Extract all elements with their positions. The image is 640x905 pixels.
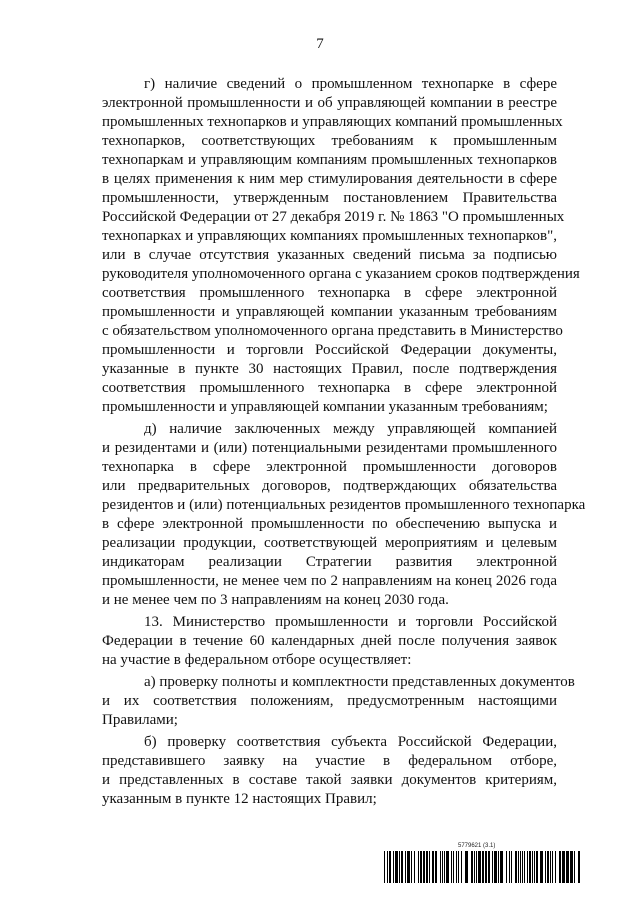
barcode-bar	[485, 851, 487, 883]
barcode-bar	[389, 851, 391, 883]
text-line: или в случае отсутствия указанных сведений письма за подписью	[102, 247, 557, 263]
barcode-bar	[414, 851, 415, 883]
barcode-bar	[395, 851, 398, 883]
text-line: и представленных в составе такой заявки документов критериям,	[102, 772, 557, 788]
text-line: Правилами;	[102, 712, 178, 728]
text-line: Федерации в течение 60 календарных дней после получения заявок	[102, 633, 557, 649]
text-line: указанные в пункте 30 настоящих Правил, после подтверждения	[102, 361, 557, 377]
text-line: Российской Федерации от 27 декабря 2019 г. № 1863 "О промышленных	[102, 209, 565, 225]
barcode-bar	[540, 851, 543, 883]
barcode-bar	[509, 851, 510, 883]
barcode-bar	[511, 851, 512, 883]
barcode-bar	[405, 851, 406, 883]
barcode-bar	[552, 851, 553, 883]
barcode-bar	[471, 851, 473, 883]
barcode-bar	[506, 851, 507, 883]
barcode-bar	[442, 851, 443, 883]
text-line: в целях применения к ним мер стимулирования деятельности в сфере	[102, 171, 557, 187]
paragraph	[102, 420, 586, 610]
barcode-bar	[456, 851, 457, 883]
barcode-bar	[435, 851, 437, 883]
barcode-bar	[453, 851, 454, 883]
barcode-bar	[429, 851, 430, 883]
barcode-bar	[498, 851, 499, 883]
text-line: соответствия промышленного технопарка в сфере электронной	[102, 380, 557, 396]
barcode-bar	[440, 851, 441, 883]
barcode-bar	[500, 851, 503, 883]
barcode-bar	[451, 851, 452, 883]
text-line: промышленных технопарков и управляющих компаний промышленных	[102, 114, 563, 130]
barcode-bar	[566, 851, 569, 883]
text-line: резидентов и (или) потенциальных резидентов промышленного технопарка	[102, 497, 586, 513]
text-line: промышленности, утвержденным постановлением Правительства	[102, 190, 557, 206]
text-line: 13. Министерство промышленности и торговли Российской	[144, 614, 557, 630]
text-line: промышленности и управляющей компании указанным требованиям	[102, 304, 557, 320]
text-line: промышленности и управляющей компании указанным требованиям;	[102, 399, 548, 415]
text-line: д) наличие заключенных между управляющей компанией	[144, 421, 557, 437]
barcode-bar	[492, 851, 493, 883]
barcode-bar	[515, 851, 517, 883]
text-line: б) проверку соответствия субъекта Российской Федерации,	[144, 734, 557, 750]
barcode-bar	[527, 851, 528, 883]
barcode-bar	[444, 851, 445, 883]
text-line: технопарков, соответствующих требованиям к промышленным	[102, 133, 557, 149]
text-line: и резидентами и (или) потенциальными резидентами промышленного	[102, 440, 557, 456]
barcode-bar	[446, 851, 449, 883]
text-line: и не менее чем по 3 направлениям на конец 2030 года.	[102, 592, 449, 608]
barcode-bar	[555, 851, 556, 883]
barcode-bar	[494, 851, 497, 883]
text-line: в сфере электронной промышленности по обеспечению выпуска и	[102, 516, 557, 532]
barcode-bar	[547, 851, 549, 883]
barcode-bar	[476, 851, 477, 883]
barcode-bar	[399, 851, 400, 883]
barcode-bar	[570, 851, 573, 883]
barcode-bar	[393, 851, 394, 883]
text-line: промышленности и торговли Российской Федерации документы,	[102, 342, 557, 358]
text-line: промышленности, не менее чем по 2 направлениям на конец 2026 года	[102, 573, 557, 589]
barcode-bar	[522, 851, 523, 883]
barcode-bar	[426, 851, 428, 883]
text-line: г) наличие сведений о промышленном технопарке в сфере	[144, 76, 557, 92]
document-body	[102, 75, 586, 812]
barcode	[384, 851, 582, 883]
barcode-bar	[461, 851, 462, 883]
text-line: электронной промышленности и об управляющей компании в реестре	[102, 95, 557, 111]
barcode-bar	[559, 851, 561, 883]
text-line: на участие в федеральном отборе осуществляет:	[102, 652, 412, 668]
barcode-bar	[578, 851, 580, 883]
document-code: 5779621 (3.1)	[458, 843, 496, 849]
barcode-bar	[574, 851, 575, 883]
text-line: индикаторам реализации Стратегии развития электронной	[102, 554, 557, 570]
text-line: и их соответствия положениям, предусмотренным настоящими	[102, 693, 557, 709]
barcode-bar	[418, 851, 419, 883]
barcode-bar	[401, 851, 403, 883]
text-line: или предварительных договоров, подтверждающих обязательства	[102, 478, 557, 494]
barcode-bar	[432, 851, 434, 883]
paragraph	[102, 673, 575, 730]
text-line: технопаркам и управляющим компаниям промышленных технопарков	[102, 152, 557, 168]
paragraph	[102, 733, 557, 809]
barcode-bar	[458, 851, 459, 883]
text-line: технопарка в сфере электронной промышленности договоров	[102, 459, 557, 475]
barcode-bar	[520, 851, 521, 883]
page-number: 7	[316, 36, 324, 52]
text-line: руководителя уполномоченного органа с указанием сроков подтверждения	[102, 266, 580, 282]
barcode-bar	[524, 851, 525, 883]
text-line: реализации продукции, соответствующей мероприятиям и целевым	[102, 535, 557, 551]
barcode-bar	[529, 851, 531, 883]
text-line: технопарках и управляющих компаниях промышленных технопарков",	[102, 228, 557, 244]
barcode-bar	[534, 851, 535, 883]
barcode-bar	[407, 851, 410, 883]
text-line: указанным в пункте 12 настоящих Правил;	[102, 791, 377, 807]
barcode-bar	[545, 851, 546, 883]
barcode-bar	[550, 851, 551, 883]
text-line: соответствия промышленного технопарка в сфере электронной	[102, 285, 557, 301]
barcode-bar	[387, 851, 388, 883]
barcode-bar	[532, 851, 533, 883]
barcode-bar	[465, 851, 468, 883]
barcode-bar	[482, 851, 484, 883]
text-line: представившего заявку на участие в федеральном отборе,	[102, 753, 557, 769]
paragraph	[102, 75, 580, 417]
paragraph	[102, 613, 557, 670]
barcode-bar	[478, 851, 481, 883]
barcode-bar	[411, 851, 412, 883]
text-line: а) проверку полноты и комплектности представленных документов	[144, 674, 575, 690]
barcode-bar	[518, 851, 519, 883]
barcode-bar	[420, 851, 422, 883]
text-line: с обязательством уполномоченного органа представить в Министерство	[102, 323, 563, 339]
barcode-bar	[474, 851, 475, 883]
barcode-bar	[488, 851, 490, 883]
barcode-bar	[562, 851, 565, 883]
barcode-bar	[384, 851, 385, 883]
barcode-bar	[536, 851, 538, 883]
barcode-bar	[423, 851, 425, 883]
